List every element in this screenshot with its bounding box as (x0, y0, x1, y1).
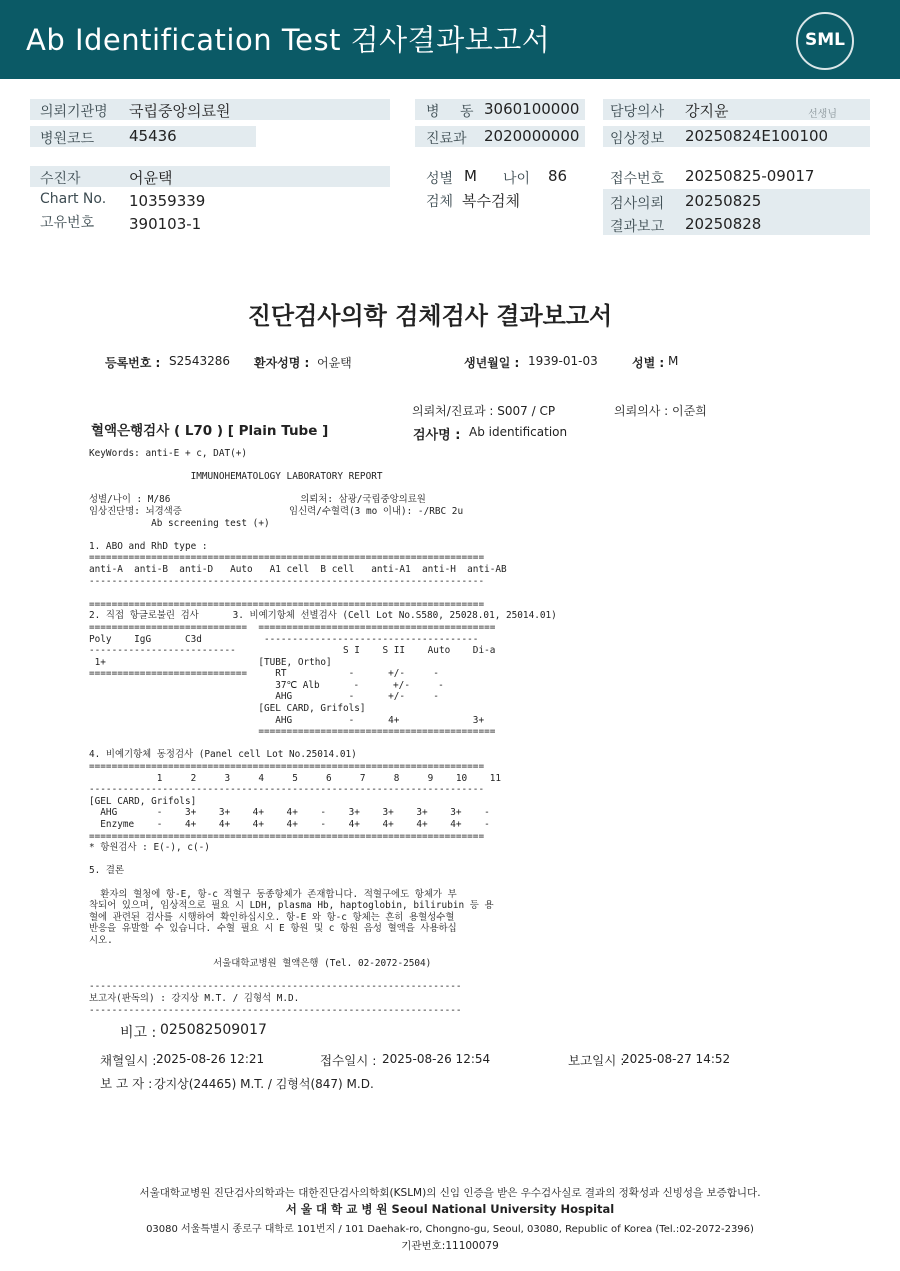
section-title: 혈액은행검사 ( L70 ) [ Plain Tube ] (91, 423, 329, 439)
hospital-code-label: 병원코드 (40, 131, 95, 147)
report-sex-label: 성별 : (632, 356, 665, 370)
sml-logo (796, 12, 854, 70)
report-header (0, 0, 900, 79)
reg-label: 등록번호 : (105, 356, 161, 370)
ward-value: 3060100000 (484, 100, 580, 118)
lab-report-body: KeyWords: anti-E + c, DAT(+) IMMUNOHEMATOLOGY LABORATORY REPORT 성별/나이 : M/86 의뢰처: 삼광/국립중앙의료원 임상진단명: 뇌경색증 임신력/수혈력(3 mo 이내): -/RBC 2u Ab screening test (+) 1. ABO and RhD type : ====================================================================== anti-A anti-B anti-D Auto A1 cell B cell anti-A1 anti-H anti-AB ---------------------------------------------------------------------- ====================================================================== 2. 직접 항글로불린 검사 3. 비예기항체 선별검사 (Cell Lot No.S580, 25028.01, 25014.01) ============================ ========================================== Poly IgG C3d -------------------------------------- -------------------------- S I S II Auto Di-a 1+ [TUBE, Ortho] ============================ RT - +/- - 37℃ Alb - +/- - AHG - +/- - [GEL CARD, Grifols] AHG - 4+ 3+ ========================================== 4. 비예기항체 동정검사 (Panel cell Lot No.25014.01) ====================================================================== 1 2 3 4 5 6 7 8 9 10 11 ---------------------------------------------------------------------- [GEL CARD, Grifols] AHG - 3+ 3+ 4+ 4+ - 3+ 3+ 3+ 3+ - Enzyme - 4+ 4+ 4+ 4+ - 4+ 4+ 4+ 4+ - ====================================================================== * 항원검사 : E(-), c(-) 5. 결론 환자의 혈청에 항-E, 항-c 적혈구 동종항체가 존재합니다. 적혈구에도 항체가 부 착되어 있으며, 임상적으로 필요 시 LDH, plasma Hb, haptoglobin, bilirubin 등 용 혈에 관련된 검사를 시행하여 확인하십시오. 항-E 와 항-c 항체는 흔히 용혈성수혈 반응을 유발할 수 있습니다. 수혈 필요 시 E 항원 및 c 항원 음성 혈액을 사용하십 시오. 서울대학교병원 혈액은행 (Tel. 02-2072-2504) ------------------------------------------------------------------ 보고자(판독의) : 강지상 M.T. / 김형석 M.D. ------------------------------------------------------------------ (89, 448, 557, 1016)
specimen-value: 복수검체 (462, 192, 520, 210)
request-value: 20250825 (685, 192, 762, 210)
age-label: 나이 (503, 171, 531, 187)
report-title: 진단검사의학 검체검사 결과보고서 (247, 302, 613, 330)
ward-label: 병 동 (426, 104, 482, 120)
result-label: 결과보고 (610, 219, 665, 235)
specimen-label: 검체 (426, 194, 454, 210)
report-time-value: 2025-08-27 14:52 (622, 1052, 731, 1066)
unique-number-label: 고유번호 (40, 215, 95, 231)
remark-value: 025082509017 (160, 1022, 267, 1038)
sex-label: 성별 (426, 171, 454, 187)
name-value: 어윤택 (317, 356, 352, 370)
dept-value: 2020000000 (484, 127, 580, 145)
test-value: Ab identification (469, 425, 568, 439)
doctor-line: 의뢰의사 : 이준희 (614, 404, 707, 418)
test-label: 검사명 : (413, 428, 461, 443)
patient-row-bg (30, 166, 390, 187)
sex-value: M (464, 167, 477, 185)
collect-label: 채혈일시 : (100, 1053, 157, 1068)
unique-number-value: 390103-1 (129, 215, 202, 233)
report-time-label: 보고일시 : (568, 1053, 625, 1068)
patient-label: 수진자 (40, 171, 81, 187)
logo-text: SML (805, 30, 845, 50)
chart-label: Chart No. (40, 191, 107, 207)
collect-value: 2025-08-26 12:21 (156, 1052, 265, 1066)
reg-value: S2543286 (169, 354, 231, 368)
clinical-label: 임상정보 (610, 131, 665, 147)
reporter-value: 강지상(24465) M.T. / 김형석(847) M.D. (154, 1077, 374, 1091)
dob-label: 생년월일 : (464, 356, 520, 370)
clinical-value: 20250824E100100 (685, 127, 829, 145)
doctor-value: 강지윤 (685, 102, 729, 120)
footer-certification: 서울대학교병원 진단검사의학과는 대한진단검사의학회(KSLM)의 신임 인증을 받은 우수검사실로 결과의 정확성과 신빙성을 보증합니다. (139, 1187, 761, 1199)
remark-label: 비고 : (120, 1025, 157, 1041)
hospital-code-value: 45436 (129, 127, 177, 145)
result-value: 20250828 (685, 215, 762, 233)
receive-label: 접수일시 : (320, 1053, 377, 1068)
name-label: 환자성명 : (254, 356, 310, 370)
age-value: 86 (548, 167, 568, 185)
client-label: 의뢰기관명 (40, 104, 108, 120)
footer-hospital-name: 서 울 대 학 교 병 원 Seoul National University Hospital (285, 1202, 615, 1216)
patient-value: 어윤택 (129, 169, 173, 187)
doctor-suffix: 선생님 (808, 109, 837, 120)
footer-address: 03080 서울특별시 종로구 대학로 101번지 / 101 Daehak-ro, Chongno-gu, Seoul, 03080, Republic of Korea (Tel.:02-2072-2396) (146, 1224, 754, 1235)
dept-line: 의뢰처/진료과 : S007 / CP (412, 404, 556, 418)
footer-institution-number: 기관번호:11100079 (401, 1240, 499, 1252)
receipt-value: 20250825-09017 (685, 167, 815, 185)
chart-value: 10359339 (129, 192, 206, 210)
client-value: 국립중앙의료원 (129, 102, 231, 120)
reporter-label: 보 고 자 : (100, 1076, 153, 1091)
dob-value: 1939-01-03 (528, 354, 598, 368)
report-sex-value: M (668, 354, 679, 368)
request-label: 검사의뢰 (610, 196, 665, 212)
dept-label: 진료과 (426, 131, 467, 147)
header-title: Ab Identification Test 검사결과보고서 (26, 23, 551, 57)
receipt-label: 접수번호 (610, 171, 665, 187)
doctor-label: 담당의사 (610, 104, 665, 120)
receive-value: 2025-08-26 12:54 (382, 1052, 491, 1066)
